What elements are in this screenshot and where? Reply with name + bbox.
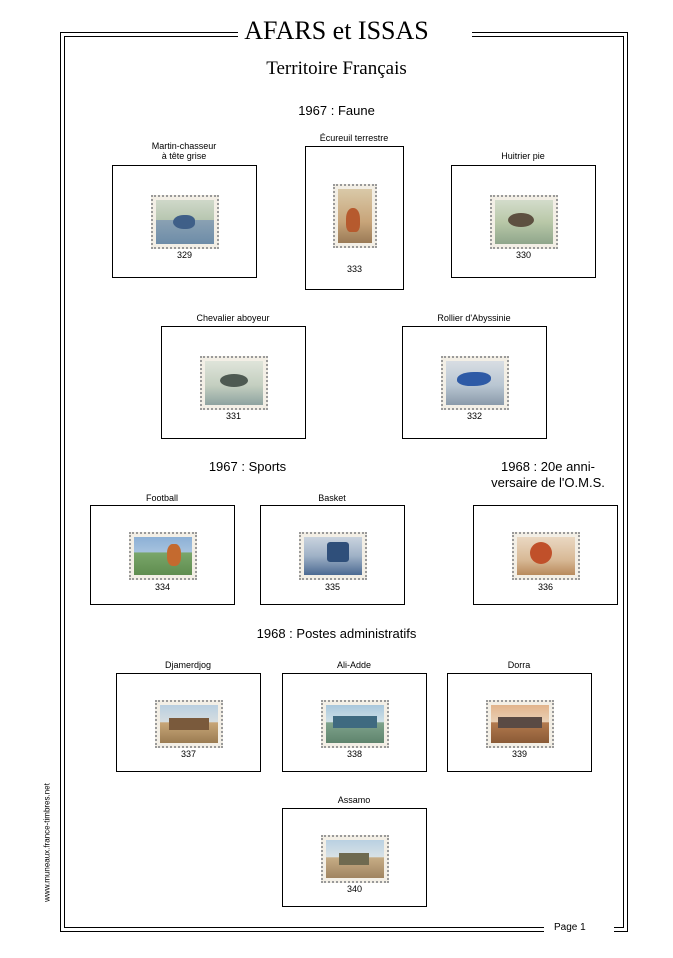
page-title: AFARS et ISSAS xyxy=(244,16,429,45)
section-heading-oms-1: 1968 : 20e anni- xyxy=(501,459,595,474)
stamp-caption: Chevalier aboyeur xyxy=(196,313,270,323)
stamp-image xyxy=(441,356,509,410)
stamp-caption: Football xyxy=(145,493,179,503)
stamp-image xyxy=(299,532,367,580)
stamp-caption: à tête grise xyxy=(161,151,207,161)
stamp-mount xyxy=(305,146,404,290)
stamp-caption: Basket xyxy=(318,493,346,503)
stamp-image xyxy=(321,700,389,748)
section-heading-oms-2: versaire de l'O.M.S. xyxy=(491,475,605,490)
stamp-image xyxy=(129,532,197,580)
page-subtitle: Territoire Français xyxy=(266,58,407,79)
stamp-mount xyxy=(402,326,547,439)
section-heading-faune: 1967 : Faune xyxy=(298,103,375,118)
stamp-caption: Assamo xyxy=(337,795,371,805)
stamp-number: 339 xyxy=(511,749,528,759)
stamp-number: 337 xyxy=(180,749,197,759)
stamp-image xyxy=(155,700,223,748)
stamp-number: 329 xyxy=(176,250,193,260)
website-credit: www.muneaux.france-timbres.net xyxy=(42,783,52,902)
stamp-number: 333 xyxy=(346,264,363,274)
stamp-image xyxy=(486,700,554,748)
stamp-number: 331 xyxy=(225,411,242,421)
stamp-number: 334 xyxy=(154,582,171,592)
stamp-image xyxy=(200,356,268,410)
page-number: Page 1 xyxy=(554,922,586,933)
section-heading-postes: 1968 : Postes administratifs xyxy=(256,626,417,641)
stamp-caption: Rollier d'Abyssinie xyxy=(437,313,511,323)
stamp-number: 335 xyxy=(324,582,341,592)
stamp-number: 340 xyxy=(346,884,363,894)
stamp-mount xyxy=(282,808,427,907)
stamp-number: 336 xyxy=(537,582,554,592)
stamp-mount xyxy=(116,673,261,772)
stamp-image xyxy=(333,184,377,248)
stamp-image xyxy=(151,195,219,249)
stamp-caption: Écureuil terrestre xyxy=(319,133,389,143)
stamp-caption: Martin-chasseur xyxy=(151,141,217,151)
stamp-mount xyxy=(473,505,618,605)
stamp-caption: Dorra xyxy=(507,660,531,670)
stamp-mount xyxy=(451,165,596,278)
section-heading-sports: 1967 : Sports xyxy=(208,459,287,474)
stamp-caption: Ali-Adde xyxy=(336,660,372,670)
stamp-number: 338 xyxy=(346,749,363,759)
stamp-image xyxy=(321,835,389,883)
stamp-mount xyxy=(260,505,405,605)
stamp-image xyxy=(512,532,580,580)
stamp-mount xyxy=(161,326,306,439)
stamp-image xyxy=(490,195,558,249)
stamp-mount xyxy=(90,505,235,605)
stamp-mount xyxy=(112,165,257,278)
stamp-mount xyxy=(282,673,427,772)
stamp-number: 330 xyxy=(515,250,532,260)
stamp-caption: Djamerdjog xyxy=(164,660,212,670)
stamp-caption: Huitrier pie xyxy=(501,151,545,161)
stamp-mount xyxy=(447,673,592,772)
stamp-number: 332 xyxy=(466,411,483,421)
